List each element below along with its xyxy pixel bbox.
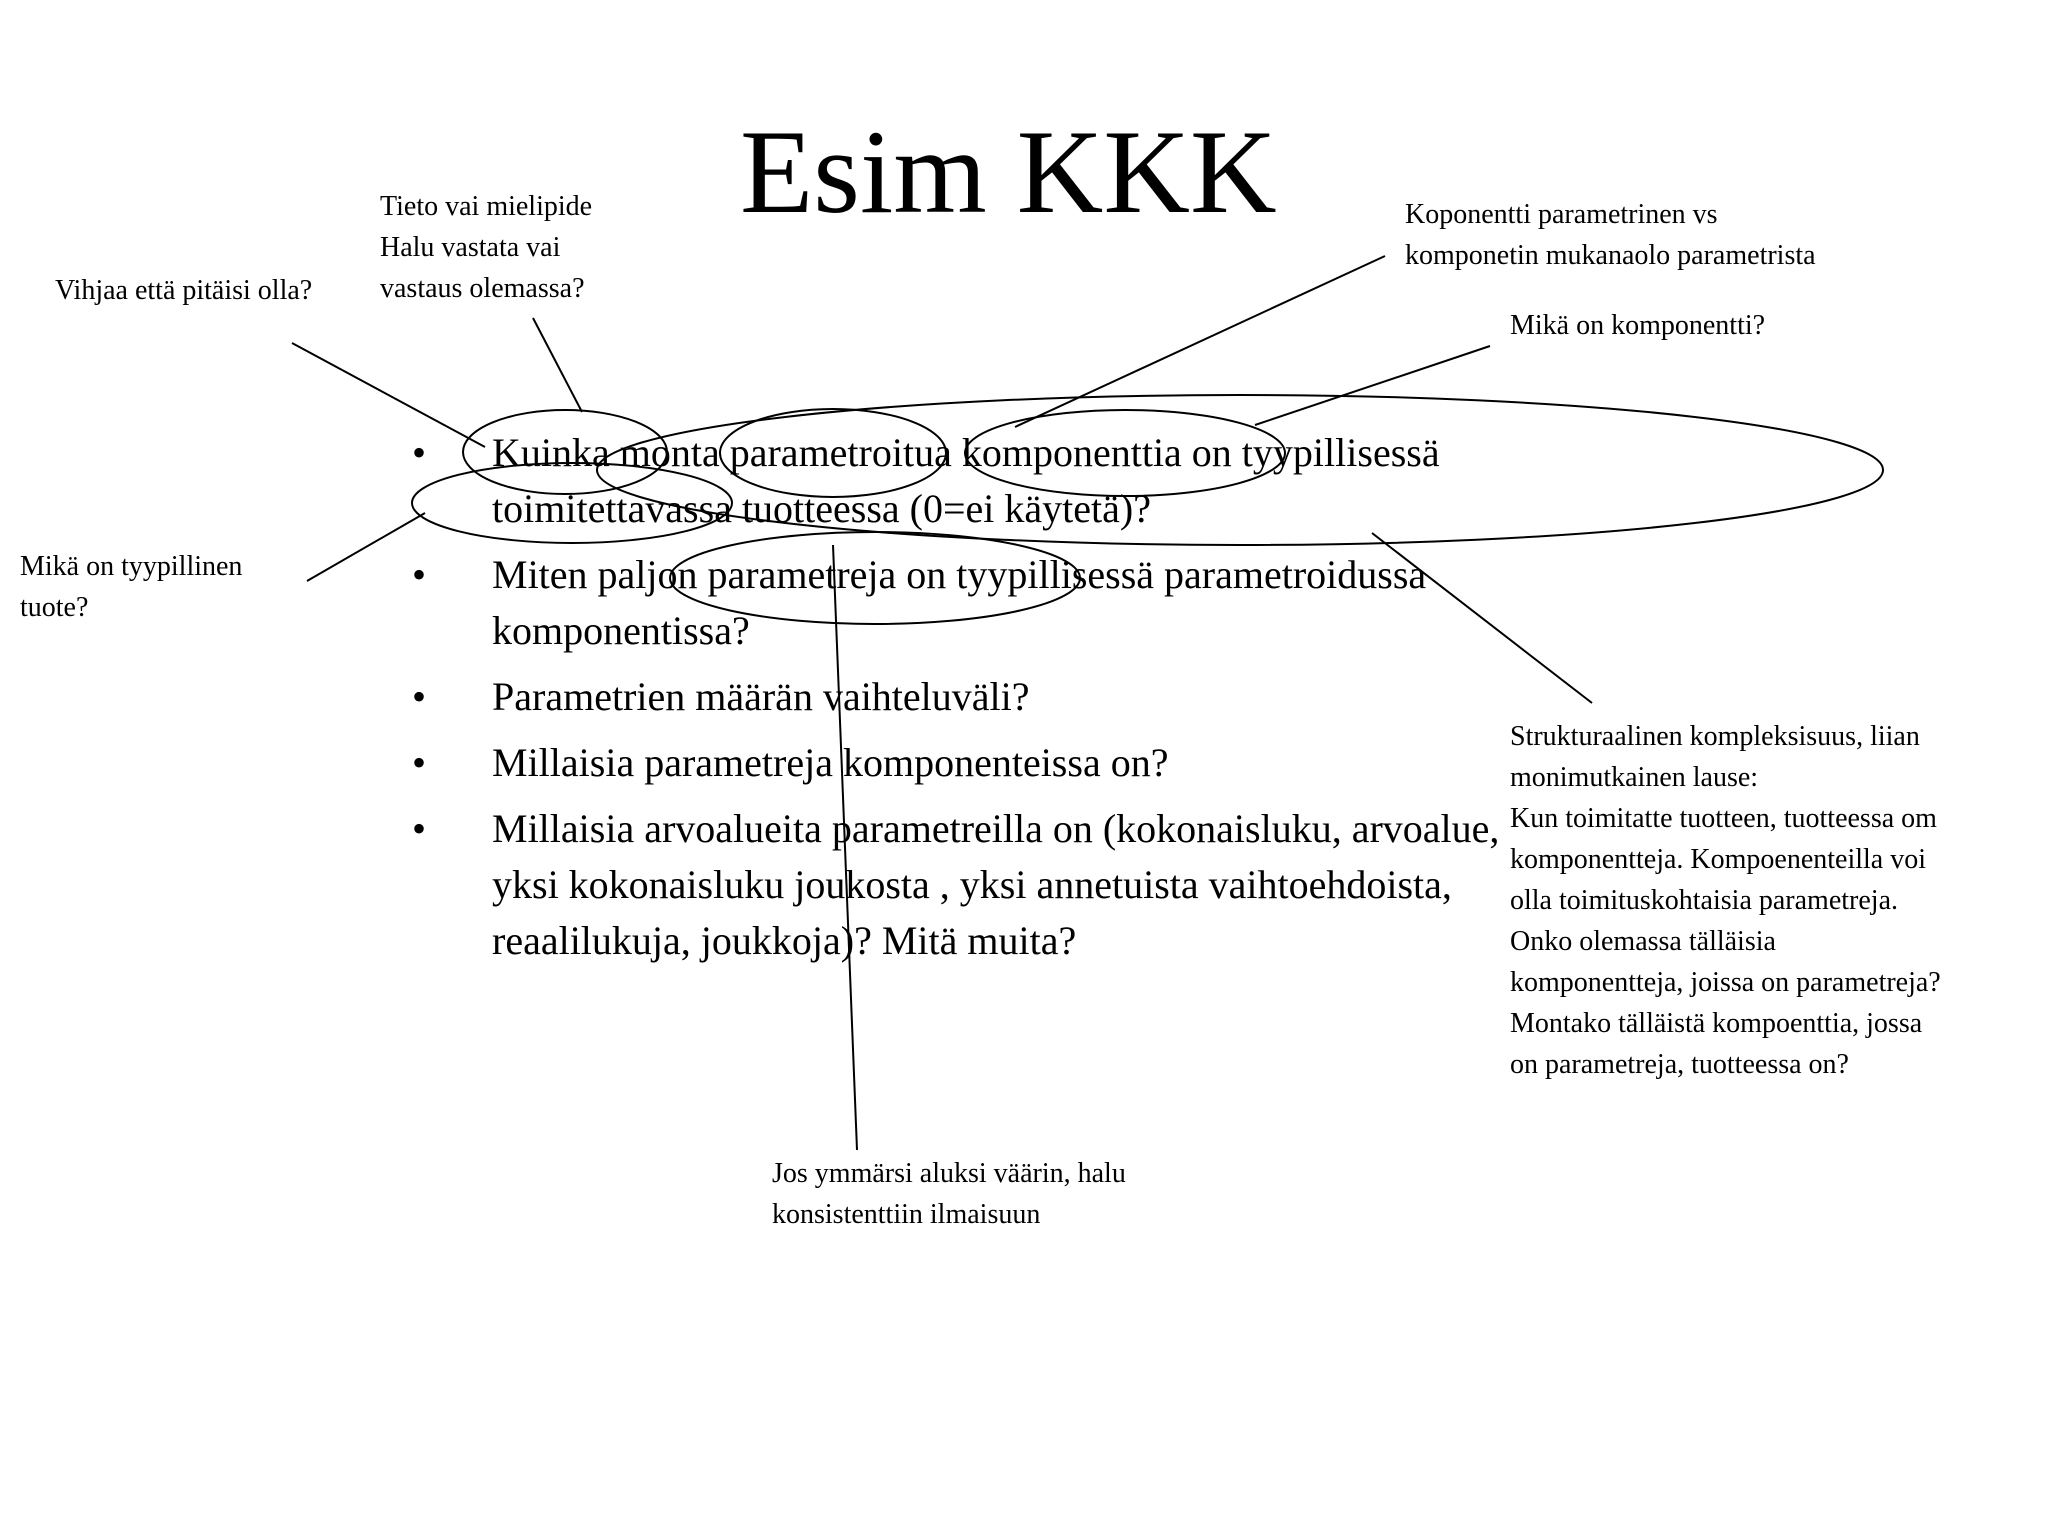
bullet-item [412,735,1522,791]
bullet-item [412,547,1522,659]
annotation-mika-komponentti: Mikä on komponentti? [1510,310,1766,341]
tieto-pointer-line [533,318,582,412]
annotation-jos: Jos ymmärsi aluksi väärin, halu konsistenttiin ilmaisuun [772,1158,1126,1230]
bullet-text: Kuinka monta parametroitua komponenttia on tyypillisessä toimitettavassa tuotteessa (0=ei käytetä)? [492,430,1440,531]
annotation-koponentti: Koponentti parametrinen vs komponetin mukanaolo parametrista [1405,199,1816,271]
bullet-item [412,425,1522,537]
bullet-item [412,801,1522,969]
slide-title: Esim KKK [740,105,1277,238]
bullet-text: Miten paljon parametreja on tyypillisessä parametroidussa komponentissa? [492,552,1427,653]
bullet-item [412,669,1522,725]
bullet-dot: • [412,740,427,785]
bullet-text: Millaisia arvoalueita parametreilla on (kokonaisluku, arvoalue, yksi kokonaisluku joukosta , yksi annetuista vaihtoehdoista, reaalilukuja, joukkoja)? Mitä muita? [492,806,1500,963]
annotation-mika-tuote: Mikä on tyypillinen tuote? [20,551,243,623]
bullet-dot: • [412,674,427,719]
bullet-text: Millaisia parametreja komponenteissa on? [492,740,1169,785]
bullet-list [412,425,1522,979]
annotation-tieto: Tieto vai mielipide Halu vastata vai vastaus olemassa? [380,191,593,304]
koponentti-pointer-line [1015,256,1385,427]
annotation-strukturaalinen: Strukturaalinen kompleksisuus, liian monimutkainen lause: Kun toimitatte tuotteen, tuotteessa om komponentteja. Kompoenenteilla voi olla toimituskohtaisia parametreja. Onko olemassa tälläisia komponentteja, joissa on parametreja? Montako tälläistä kompoenttia, jossa on parametreja, tuotteessa on? [1510,721,1941,1080]
bullet-dot: • [412,806,427,851]
bullet-dot: • [412,552,427,597]
annotation-vihjaa: Vihjaa että pitäisi olla? [55,275,313,306]
bullet-text: Parametrien määrän vaihteluväli? [492,674,1030,719]
mika-tuote-pointer-line [307,513,425,581]
bullet-dot: • [412,430,427,475]
mika-komponentti-pointer-line [1255,346,1490,425]
